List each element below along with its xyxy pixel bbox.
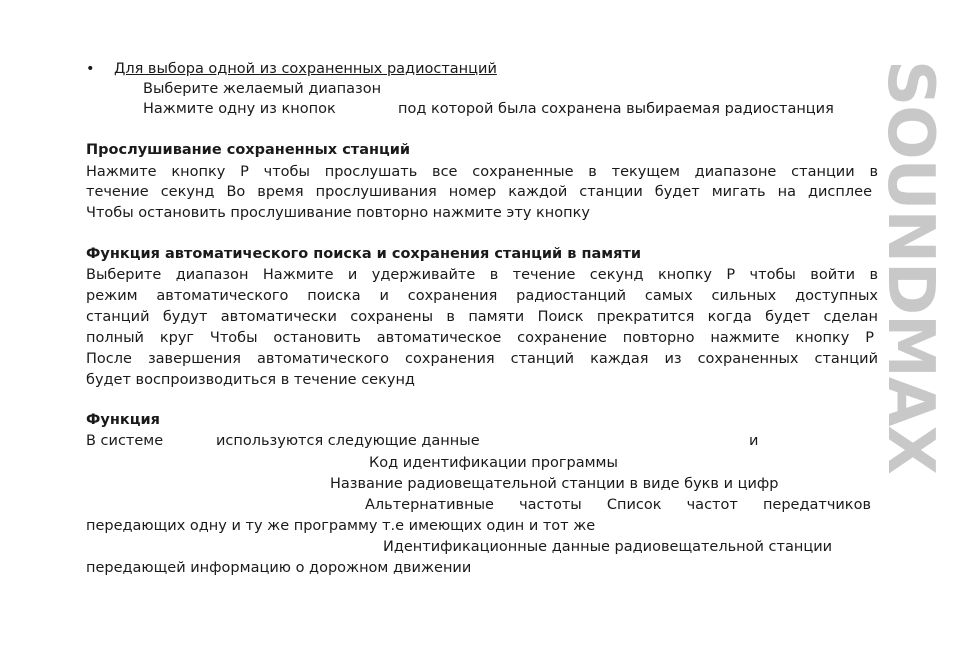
section3-line2: режим автоматического поиска и сохранения радиостанций самых сильных доступных [86, 288, 878, 304]
section4-line1b: используются следующие данные [216, 433, 480, 449]
section2-line1: Нажмите кнопку P чтобы прослушать все сохраненные в текущем диапазоне станции в [86, 164, 878, 180]
section3-line1: Выберите диапазон Нажмите и удерживайте в течение секунд кнопку P чтобы войти в [86, 267, 878, 283]
section3-line3: станций будут автоматически сохранены в памяти Поиск прекратится когда будет сделан [86, 309, 878, 325]
section1-heading: Для выбора одной из сохраненных радиостанций [114, 61, 497, 77]
section4-line5: передающих одну и ту же программу т.е имеющих один и тот же [86, 518, 596, 534]
section2-heading: Прослушивание сохраненных станций [86, 142, 411, 158]
section1-line2b: под которой была сохранена выбираемая радиостанция [398, 101, 834, 117]
section4-line1c: и [749, 433, 759, 449]
bullet: • [86, 61, 95, 77]
section1-line2a: Нажмите одну из кнопок [143, 101, 336, 117]
section1-line1: Выберите желаемый диапазон [143, 81, 382, 97]
section4-line6: Идентификационные данные радиовещательной станции [383, 539, 833, 555]
section3-line6: будет воспроизводиться в течение секунд [86, 372, 415, 388]
section3-line5: После завершения автоматического сохранения станций каждая из сохраненных станций [86, 351, 878, 367]
section3-line4: полный круг Чтобы остановить автоматическое сохранение повторно нажмите кнопку P [86, 330, 874, 346]
section4-line2: Код идентификации программы [369, 455, 618, 471]
section2-line2: течение секунд Во время прослушивания номер каждой станции будет мигать на дисплее [86, 184, 872, 200]
brand-watermark [873, 60, 948, 610]
section4-line4: Альтернативные частоты Список частот передатчиков [365, 497, 871, 513]
brand-logo-text: SOUNDMAX [873, 60, 947, 474]
section4-line7: передающей информацию о дорожном движении [86, 560, 472, 576]
section2-line3: Чтобы остановить прослушивание повторно нажмите эту кнопку [86, 205, 590, 221]
section4-line3: Название радиовещательной станции в виде букв и цифр [330, 476, 779, 492]
section3-heading: Функция автоматического поиска и сохранения станций в памяти [86, 246, 642, 262]
section4-heading: Функция [86, 412, 160, 428]
section4-line1a: В системе [86, 433, 164, 449]
